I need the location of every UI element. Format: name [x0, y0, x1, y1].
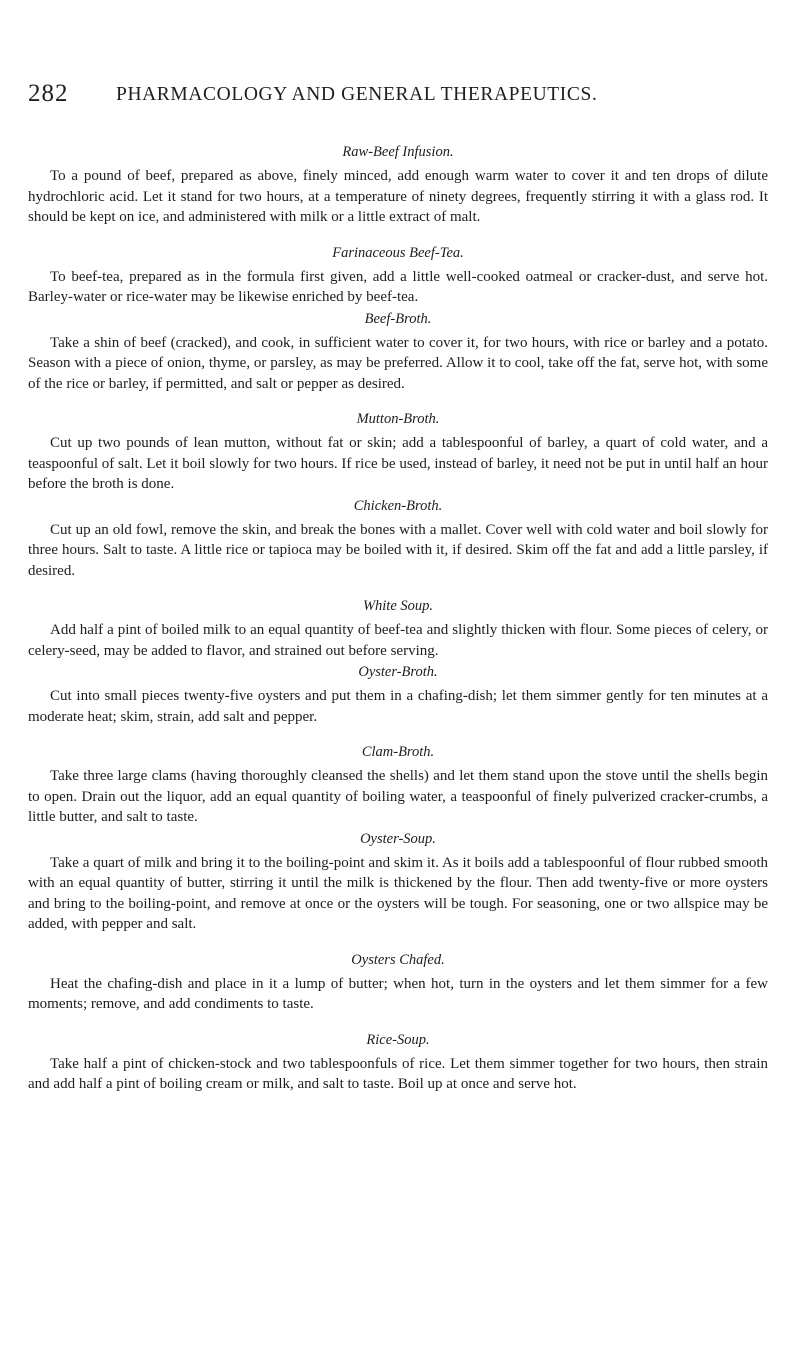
section-text: Add half a pint of boiled milk to an equal quantity of beef-tea and slightly thicken with flour. Some pieces of celery, or celery-seed, may be added to flavor, and strained out before serving. [28, 622, 768, 659]
recipe-chicken-broth [28, 496, 768, 582]
section-text: Take three large clams (having thoroughly cleansed the shells) and let them stand upon the stove until the shells begin to open. Drain out the liquor, add an equal quantity of boiling water, a teaspoonful of finely pulverized cracker-crumbs, a little butter, and salt to taste. [28, 768, 768, 825]
section-text: Cut up two pounds of lean mutton, without fat or skin; add a tablespoonful of barley, a quart of cold water, and a teaspoonful of salt. Let it boil slowly for two hours. If rice be used, instead of barley, it need not be put in until half an hour before the broth is done. [28, 435, 768, 492]
recipe-oyster-soup [28, 829, 768, 935]
section-heading: Rice-Soup. [366, 1031, 430, 1048]
page-body [28, 142, 768, 1095]
recipe-beef-broth [28, 309, 768, 395]
recipe-white-soup [28, 596, 768, 661]
section-text: Take half a pint of chicken-stock and two tablespoonfuls of rice. Let them simmer together for two hours, then strain and add half a pint of boiling cream or milk, and salt to taste. Boil up at once and serve hot. [28, 1055, 768, 1092]
section-text: Cut up an old fowl, remove the skin, and break the bones with a mallet. Cover well with cold water and boil slowly for three hours. Salt to taste. A little rice or tapioca may be boiled with it, if desired. Skim off the fat and add a little parsley, if desired. [28, 521, 768, 579]
running-title: PHARMACOLOGY AND GENERAL THERAPEUTICS. [116, 84, 598, 105]
page-number: 282 [28, 80, 69, 107]
section-heading: Clam-Broth. [361, 744, 435, 760]
section-heading: Raw-Beef Infusion. [342, 144, 454, 160]
section-text: Heat the chafing-dish and place in it a lump of butter; when hot, turn in the oysters and let them simmer for a few moments; remove, and add condiments to taste. [28, 975, 768, 1012]
section-heading: Chicken-Broth. [353, 497, 443, 514]
section-heading: Oyster-Soup. [360, 830, 436, 847]
recipe-mutton-broth [28, 409, 768, 495]
section-text: Take a shin of beef (cracked), and cook, in sufficient water to cover it, for two hours, with rice or barley and a potato. Season with a piece of onion, thyme, or parsley, as may be preferred. Allow it to cool, take off the fat, serve hot, with some of the rice or barley, if permitted, and salt or pepper as desired. [28, 334, 768, 392]
section-text: Cut into small pieces twenty-five oysters and put them in a chafing-dish; let them simmer gently for ten minutes at a moderate heat; skim, strain, add salt and pepper. [28, 688, 768, 725]
recipe-farinaceous-beef-tea [28, 243, 768, 308]
recipe-raw-beef-infusion [28, 142, 768, 228]
recipe-oyster-broth [28, 662, 768, 727]
section-heading: Oyster-Broth. [358, 664, 438, 680]
section-text: Take a quart of milk and bring it to the boiling-point and skim it. As it boils add a tablespoonful of flour rubbed smooth with an equal quantity of butter, stirring it until the milk is thickened by the flour. Then add twenty-five or more oysters and bring to the boiling-point, and remove at once or the oysters will be tough. For seasoning, one or two allspice may be added, with pepper and salt. [28, 854, 768, 932]
section-heading: White Soup. [362, 598, 434, 614]
section-heading: Farinaceous Beef-Tea. [332, 244, 464, 261]
section-text: To beef-tea, prepared as in the formula first given, add a little well-cooked oatmeal or cracker-dust, and serve hot. Barley-water or rice-water may be likewise enriched by beef-tea. [28, 268, 768, 305]
recipe-clam-broth [28, 742, 768, 828]
page-header [28, 80, 770, 120]
section-heading: Oysters Chafed. [351, 951, 445, 968]
recipe-rice-soup [28, 1030, 768, 1095]
section-text: To a pound of beef, prepared as above, finely minced, add enough warm water to cover it and ten drops of dilute hydrochloric acid. Let it stand for two hours, at a temperature of ninety degrees, frequently stirring it with a glass rod. It should be kept on ice, and administered with milk or a little extract of malt. [28, 168, 768, 225]
section-heading: Mutton-Broth. [356, 411, 440, 427]
section-heading: Beef-Broth. [364, 310, 432, 327]
recipe-oysters-chafed [28, 950, 768, 1015]
